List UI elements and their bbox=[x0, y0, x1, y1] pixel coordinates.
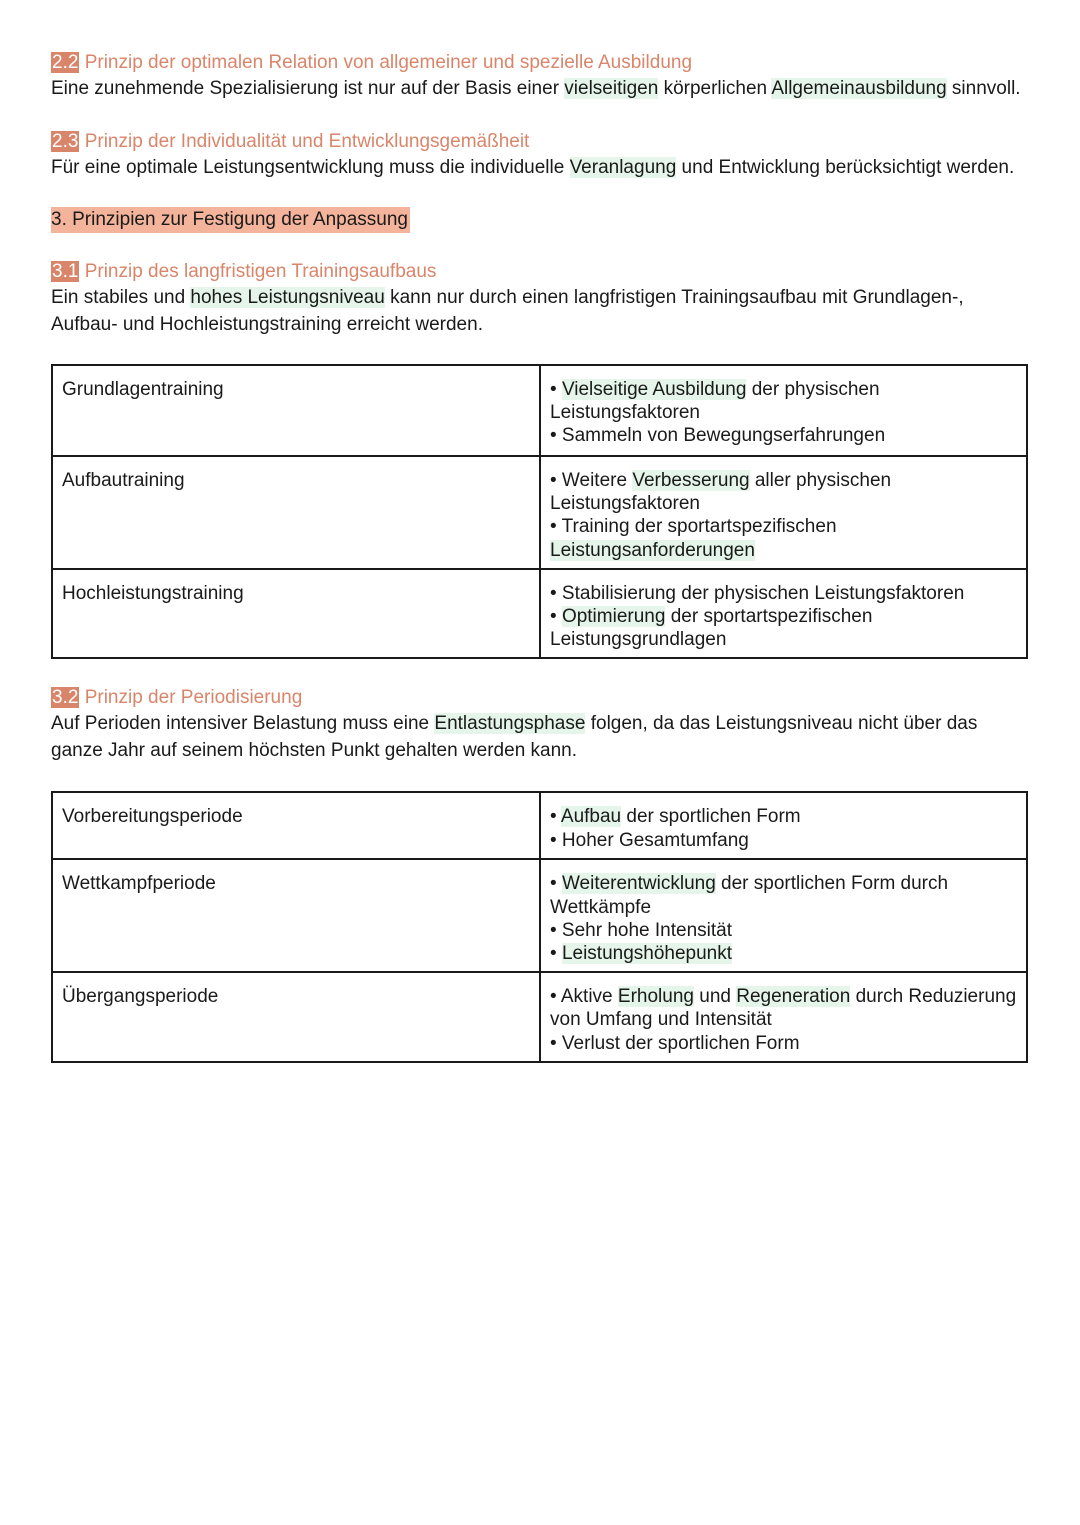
text: Für eine optimale Leistungsentwicklung muss die individuelle bbox=[51, 156, 570, 178]
table-cell-content bbox=[540, 456, 1027, 569]
heading-title: Prinzip des langfristigen Trainingsaufbaus bbox=[84, 261, 437, 282]
text: • bbox=[550, 806, 561, 828]
table-row bbox=[52, 569, 1027, 659]
heading-title: Prinzip der Individualität und Entwicklungsgemäßheit bbox=[84, 130, 530, 152]
table-cell-content bbox=[540, 365, 1027, 456]
text: und Entwicklung berücksichtigt werden. bbox=[676, 156, 1015, 178]
bullet bbox=[550, 378, 1018, 424]
text: sinnvoll. bbox=[946, 78, 1021, 99]
highlight: Allgemeinausbildung bbox=[771, 78, 947, 99]
periodization-table bbox=[51, 791, 1028, 1062]
highlight: vielseitigen bbox=[564, 78, 659, 99]
text: und bbox=[693, 986, 737, 1008]
section-3-wrapper bbox=[51, 207, 1028, 233]
bullet: • Verlust der sportlichen Form bbox=[550, 1032, 800, 1054]
bullet: • Stabilisierung der physischen Leistungsfaktoren bbox=[550, 582, 965, 604]
table-row bbox=[52, 972, 1027, 1062]
highlight: Weiterentwicklung bbox=[561, 873, 716, 895]
table-cell-content bbox=[540, 859, 1027, 972]
heading-2-2 bbox=[51, 50, 1028, 76]
table-cell-content bbox=[540, 792, 1027, 859]
bullet bbox=[550, 942, 1018, 965]
highlight: hohes Leistungsniveau bbox=[190, 287, 385, 308]
paragraph-2-2 bbox=[51, 76, 1028, 103]
table-row bbox=[52, 365, 1027, 456]
paragraph-3-1 bbox=[51, 285, 1028, 338]
text: Ein stabiles und bbox=[51, 287, 191, 308]
heading-title: Prinzip der optimalen Relation von allgemeiner und spezielle Ausbildung bbox=[84, 52, 693, 73]
highlight: Verbesserung bbox=[632, 470, 750, 491]
document-page bbox=[51, 50, 1028, 1063]
heading-number: 3.1 bbox=[52, 261, 79, 282]
bullet bbox=[550, 469, 1018, 515]
highlight: Regeneration bbox=[736, 986, 851, 1008]
text: kann nur durch einen langfristigen Trainingsaufbau mit Grundlagen-, Aufbau- und Hochleistungstraining erreicht werden. bbox=[51, 287, 964, 335]
bullet bbox=[550, 985, 1018, 1031]
paragraph-2-3 bbox=[51, 155, 1028, 182]
text: körperlichen bbox=[658, 78, 772, 99]
heading-number: 2.3 bbox=[52, 130, 79, 152]
highlight: Leistungshöhepunkt bbox=[561, 943, 733, 965]
text: • bbox=[550, 606, 562, 628]
highlight: Vielseitige Ausbildung bbox=[561, 379, 747, 400]
table-cell-label: Übergangsperiode bbox=[52, 972, 540, 1062]
bullet bbox=[550, 805, 1018, 828]
bullet bbox=[550, 515, 1018, 561]
text: der sportartspezifischen Leistungsgrundlagen bbox=[550, 606, 873, 651]
highlight: Leistungsanforderungen bbox=[550, 539, 755, 561]
table-cell-label: Grundlagentraining bbox=[52, 365, 540, 456]
heading-title: Prinzip der Periodisierung bbox=[84, 687, 303, 709]
heading-3-2 bbox=[51, 685, 1028, 711]
text: folgen, da das Leistungsniveau nicht über das ganze Jahr auf seinem höchsten Punkt gehalten werden kann. bbox=[51, 713, 978, 761]
table-row bbox=[52, 792, 1027, 859]
table-row bbox=[52, 456, 1027, 569]
text: • Aktive bbox=[550, 986, 618, 1008]
text: Eine zunehmende Spezialisierung ist nur auf der Basis einer bbox=[51, 78, 565, 99]
text: • bbox=[550, 943, 562, 965]
text: durch Reduzierung von Umfang und Intensität bbox=[550, 986, 1017, 1031]
text: aller physischen Leistungsfaktoren bbox=[550, 470, 892, 515]
training-phases-table bbox=[51, 364, 1028, 659]
text: • Weitere bbox=[550, 470, 633, 491]
text: der physischen Leistungsfaktoren bbox=[550, 379, 880, 424]
highlight: Aufbau bbox=[560, 806, 622, 828]
heading-number: 2.2 bbox=[52, 52, 79, 73]
table-cell-label: Hochleistungstraining bbox=[52, 569, 540, 659]
heading-2-3 bbox=[51, 129, 1028, 155]
heading-3-1 bbox=[51, 259, 1028, 285]
text: • bbox=[550, 379, 562, 400]
table-cell-content bbox=[540, 569, 1027, 659]
table-cell-content bbox=[540, 972, 1027, 1062]
highlight: Veranlagung bbox=[569, 156, 677, 178]
bullet: • Sammeln von Bewegungserfahrungen bbox=[550, 425, 886, 447]
text: der sportlichen Form bbox=[621, 806, 801, 828]
heading-number: 3.2 bbox=[52, 687, 79, 709]
text: der sportlichen Form durch Wettkämpfe bbox=[550, 873, 949, 918]
bullet bbox=[550, 605, 1018, 651]
table-cell-label: Wettkampfperiode bbox=[52, 859, 540, 972]
text: • Training der sportartspezifischen bbox=[550, 516, 837, 538]
text: Auf Perioden intensiver Belastung muss eine bbox=[51, 713, 435, 735]
bullet: • Sehr hohe Intensität bbox=[550, 919, 732, 941]
bullet: • Hoher Gesamtumfang bbox=[550, 829, 749, 851]
highlight: Entlastungsphase bbox=[434, 713, 586, 735]
table-cell-label: Aufbautraining bbox=[52, 456, 540, 569]
highlight: Optimierung bbox=[561, 606, 666, 628]
text: • bbox=[550, 873, 562, 895]
highlight: Erholung bbox=[617, 986, 694, 1008]
section-title: 3. Prinzipien zur Festigung der Anpassung bbox=[51, 207, 410, 233]
paragraph-3-2 bbox=[51, 711, 1028, 764]
bullet bbox=[550, 872, 1018, 918]
table-row bbox=[52, 859, 1027, 972]
table-cell-label: Vorbereitungsperiode bbox=[52, 792, 540, 859]
